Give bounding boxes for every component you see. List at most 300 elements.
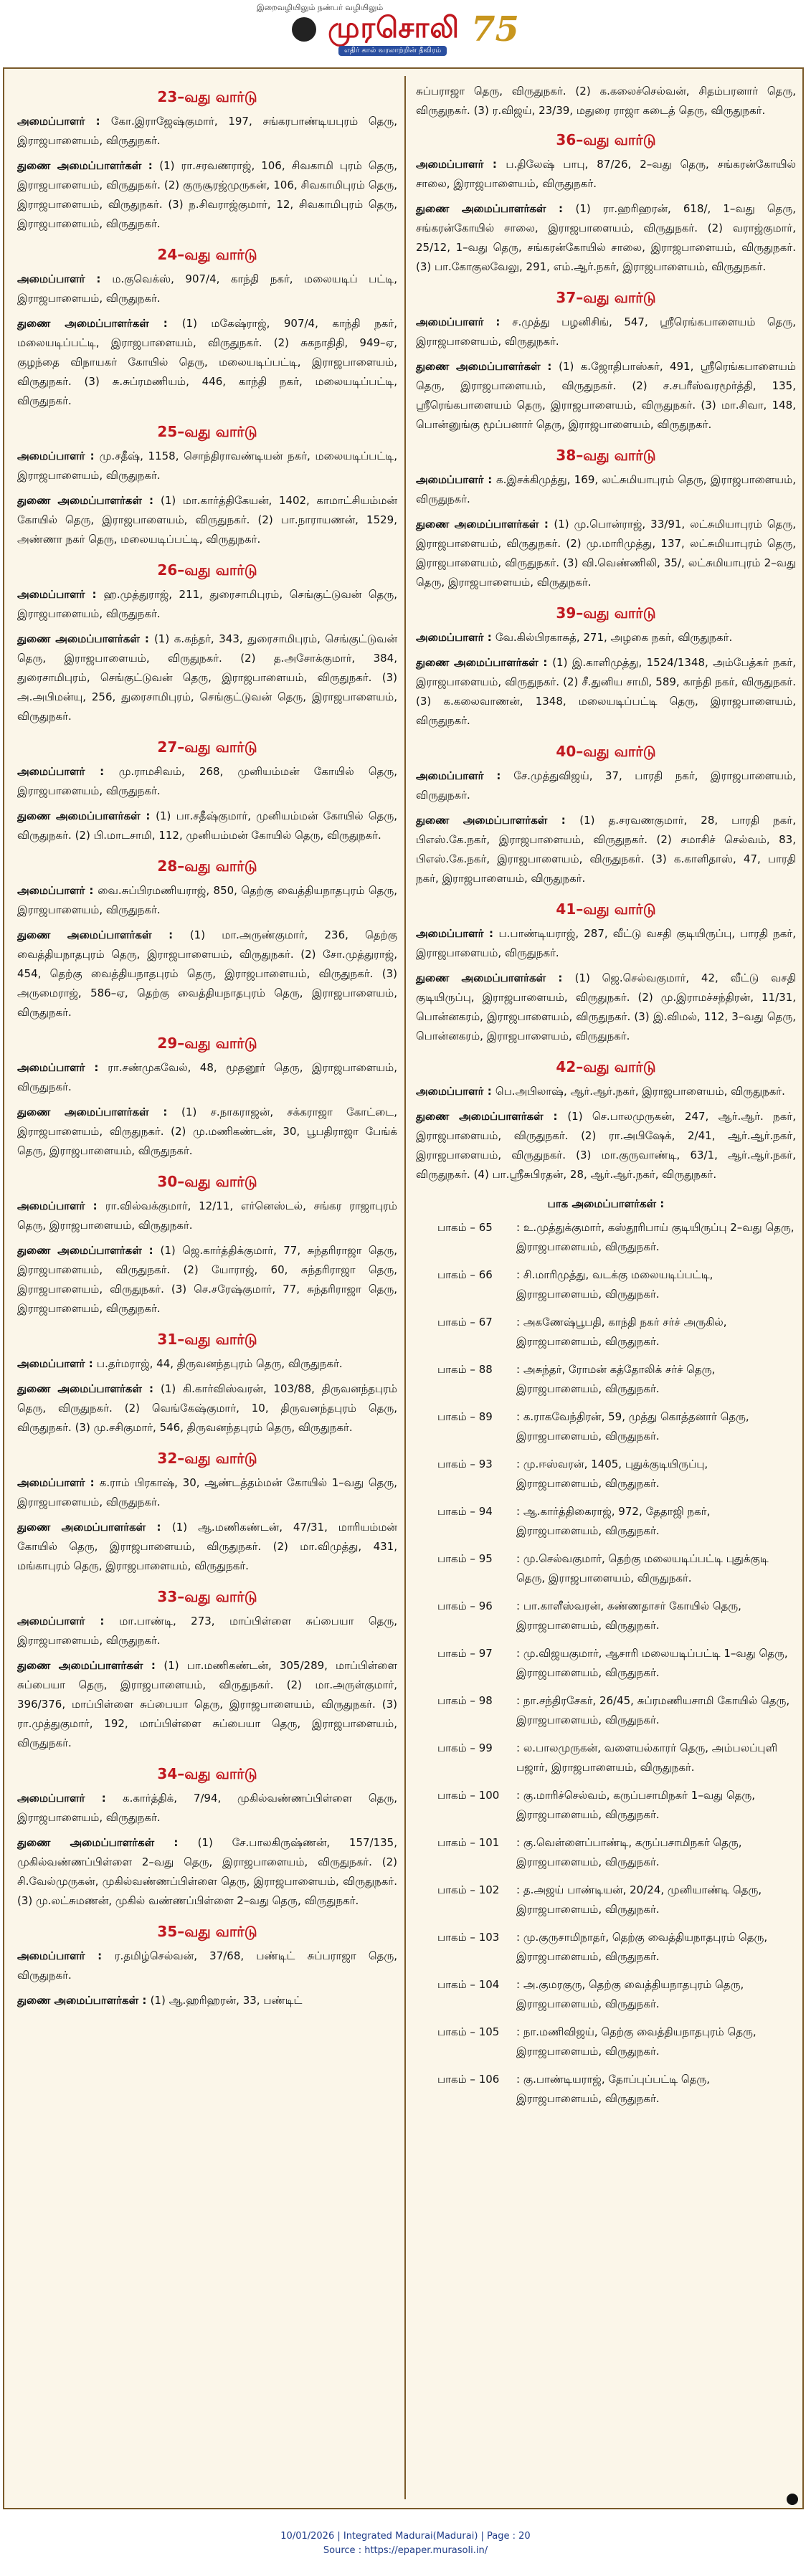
paga-number — [416, 1265, 516, 1304]
ward-number: 29 — [157, 1035, 178, 1052]
ward-organiser — [17, 1354, 397, 1374]
paga-num-value: 104 — [478, 1978, 500, 1991]
paga-row — [416, 1928, 796, 1967]
ward-deputies — [17, 1103, 397, 1161]
paga-number — [416, 1975, 516, 2014]
ward-number: 24 — [157, 246, 178, 263]
ward-title — [17, 244, 397, 265]
organiser-text: மு.சதீஷ், 1158, சொந்திராவண்டியன் நகர், மலையடிப்பட்டி, இராஜபாளையம், விருதுநகர். — [17, 450, 397, 482]
ward-block — [17, 559, 397, 726]
ward-title — [416, 741, 796, 762]
masthead-subtitle: எதிர் கால் வரலாற்றின் தீவிரம் — [338, 46, 447, 56]
ward-organiser — [416, 313, 796, 351]
ward-number: 28 — [157, 857, 178, 875]
organiser-text: ப.திலேஷ் பாபு, 87/26, 2–வது தெரு, சங்கரன்கோயில் சாலை, இராஜபாளையம், விருதுநகர். — [416, 158, 796, 190]
ward-deputies — [17, 1991, 397, 2010]
paga-number — [416, 1549, 516, 1588]
ward-title — [17, 1171, 397, 1192]
ward-number: 36 — [556, 131, 577, 148]
paga-row — [416, 1597, 796, 1635]
paga-num-value: 99 — [478, 1741, 493, 1754]
paga-num-value: 106 — [478, 2073, 500, 2086]
paga-row — [416, 2070, 796, 2109]
paga-prefix: பாகம் – — [437, 1363, 479, 1376]
ward-block — [17, 1032, 397, 1161]
ward-title — [416, 602, 796, 624]
ward-suffix: –வது வார்டு — [177, 1173, 257, 1190]
organiser-text: சே.முத்துவிஜய், 37, பாரதி நகர், இராஜபாளையம், விருதுநகர். — [416, 769, 796, 802]
deputies-text: (1) க.கந்தர், 343, துரைசாமிபுரம், செங்குட்டுவன் தெரு, இராஜபாளையம், விருதுநகர். (2) த.அசோக்குமார், 384, துரைசாமிபுரம், செங்குட்டுவன் தெரு, இராஜபாளையம், விருதுநகர். (3) அ.அபிமன்யு, 256, துரைசாமிபுரம், செங்குட்டுவன் தெரு, இராஜபாளையம், விருதுநகர். — [17, 632, 397, 723]
paga-row — [416, 1313, 796, 1351]
ward-number: 38 — [556, 447, 577, 464]
organiser-label: அமைப்பாளர் : — [416, 473, 497, 486]
ward-number: 39 — [556, 604, 577, 622]
paga-num-value: 101 — [478, 1836, 500, 1849]
organiser-label: அமைப்பாளர் : — [17, 765, 119, 778]
paga-num-value: 94 — [478, 1505, 493, 1518]
ward-number: 41 — [556, 900, 577, 918]
deputies-text: (1) பா.மணிகண்டன், 305/289, மாப்பிள்ளை சுப்பையா தெரு, இராஜபாளையம், விருதுநகர். (2) மா.அருள்குமார், 396/376, மாப்பிள்ளை சுப்பையா தெரு, இராஜபாளையம், விருதுநகர். (3) ரா.முத்துகுமார், 192, மாப்பிள்ளை சுப்பையா தெரு, இராஜபாளையம், விருதுநகர். — [17, 1659, 397, 1749]
ward-title — [17, 1586, 397, 1607]
ward-deputies — [17, 1833, 397, 1911]
organiser-label: அமைப்பாளர் : — [17, 1949, 115, 1962]
deputies-label: துணை அமைப்பாளர்கள் : — [17, 1836, 198, 1849]
paga-number — [416, 1502, 516, 1541]
paga-text: : ஆ.கார்த்திகைராஜ், 972, தேதாஜி நகர், இராஜபாளையம், விருதுநகர். — [516, 1505, 711, 1537]
organiser-label: அமைப்பாளர் : — [416, 631, 495, 644]
ward-deputies — [416, 653, 796, 731]
organiser-label: அமைப்பாளர் : — [416, 158, 506, 171]
ward-block — [416, 1056, 796, 1184]
deputies-text: (1) ரா.சரவணராஜ், 106, சிவகாமி புரம் தெரு, இராஜபாளையம், விருதுநகர். (2) குருசூரஜ்முருகன், 106, சிவகாமிபுரம் தெரு, இராஜபாளையம், விருதுநகர். (3) ந.சிவராஜ்குமார், 12, சிவகாமிபுரம் தெரு, இராஜபாளையம், விருதுநகர். — [17, 159, 397, 230]
ward-number: 23 — [157, 88, 178, 105]
deputies-label: துணை அமைப்பாளர்கள் : — [416, 360, 559, 373]
ward-suffix: –வது வார்டு — [576, 289, 656, 306]
paga-text: : சி.மாரிமுத்து, வடக்கு மலையடிப்பட்டி, இராஜபாளையம், விருதுநகர். — [516, 1268, 713, 1301]
paga-text: : மு.விஜயகுமார், ஆசாரி மலையடிப்பட்டி 1–வது தெரு, இராஜபாளையம், விருதுநகர். — [516, 1647, 788, 1679]
ward-title — [416, 1056, 796, 1078]
paga-number — [416, 1739, 516, 1777]
ward-organiser — [17, 1947, 397, 1985]
ward-block — [17, 1171, 397, 1318]
newspaper-logo: முரசொலி — [328, 11, 460, 44]
ward-suffix: –வது வார்டு — [177, 88, 257, 105]
paga-num-value: 96 — [478, 1600, 493, 1612]
organiser-label: அமைப்பாளர் : — [17, 1792, 123, 1805]
paga-prefix: பாகம் – — [437, 1741, 479, 1754]
ward-number: 27 — [157, 738, 178, 756]
ward-block — [17, 1586, 397, 1753]
deputies-text: (1) ஆ.மணிகண்டன், 47/31, மாரியம்மன் கோயில் தெரு, இராஜபாளையம், விருதுநகர். (2) மா.விமுத்து, 431, மங்காபுரம் தெரு, இராஜபாளையம், விருதுநகர். — [17, 1521, 397, 1572]
organiser-text: பெ.அபிலாஷ், ஆர்.ஆர்.நகர், இராஜபாளையம், விருதுநகர். — [495, 1085, 785, 1098]
paga-prefix: பாகம் – — [437, 1694, 479, 1707]
paga-prefix: பாகம் – — [437, 1978, 479, 1991]
organiser-label: அமைப்பாளர் : — [17, 272, 113, 285]
organiser-label: அமைப்பாளர் : — [17, 115, 111, 128]
organiser-label: அமைப்பாளர் : — [17, 1357, 97, 1370]
paga-num-value: 97 — [478, 1647, 493, 1660]
deputies-label: துணை அமைப்பாளர்கள் : — [416, 518, 554, 531]
deputies-label: துணை அமைப்பாளர்கள் : — [17, 1106, 182, 1118]
deputies-label: துணை அமைப்பாளர்கள் : — [17, 317, 182, 330]
paga-num-value: 105 — [478, 2025, 500, 2038]
organiser-text: ப.தர்மராஜ், 44, திருவனந்தபுரம் தெரு, விருதுநகர். — [96, 1357, 343, 1370]
ward-deputies — [416, 515, 796, 592]
ward-organiser — [17, 1789, 397, 1828]
masthead-tagline: இறைவழியிலும் நண்பர் வழியிலும் — [257, 3, 384, 12]
paga-prefix: பாகம் – — [437, 1505, 479, 1518]
ward-suffix: –வது வார்டு — [177, 857, 257, 875]
ward-organiser — [416, 155, 796, 194]
ward-title — [17, 855, 397, 877]
ward-title — [17, 1763, 397, 1784]
paga-row — [416, 1833, 796, 1872]
column-divider — [404, 76, 406, 2499]
ward-block — [17, 421, 397, 549]
ward-title — [17, 559, 397, 581]
deputies-label: துணை அமைப்பாளர்கள் : — [17, 1994, 151, 2007]
organiser-text: ரா.வில்வக்குமார், 12/11, எர்னெஸ்டல், சங்கர ராஜாபுரம் தெரு, இராஜபாளையம், விருதுநகர். — [17, 1199, 397, 1232]
ward-title — [416, 898, 796, 920]
ward-title — [17, 1032, 397, 1054]
ward-suffix: –வது வார்டு — [177, 1923, 257, 1940]
deputies-text: (1) சே.பாலகிருஷ்ணன், 157/135, முகில்வண்ணப்பிள்ளை 2–வது தெரு, இராஜபாளையம், விருதுநகர். (2) சி.வேல்முருகன், முகில்வண்ணப்பிள்ளை தெரு, இராஜபாளையம், விருதுநகர். (3) மு.லட்சுமணன், முகில் வண்ணப்பிள்ளை 2–வது தெரு, விருதுநகர். — [17, 1836, 397, 1907]
paga-prefix: பாகம் – — [437, 1316, 479, 1329]
paga-number — [416, 2023, 516, 2061]
ward-organiser — [17, 1058, 397, 1097]
ward-number: 35 — [157, 1923, 178, 1940]
deputies-text: (1) மா.அருண்குமார், 236, தெற்கு வைத்தியநாதபுரம் தெரு, இராஜபாளையம், விருதுநகர். (2) சோ.முத்துராஜ், 454, தெற்கு வைத்தியநாதபுரம் தெரு, இராஜபாளையம், விருதுநகர். (3) அருமைராஜ், 586–ஏ, தெற்கு வைத்தியநாதபுரம் தெரு, இராஜபாளையம், விருதுநகர். — [17, 928, 397, 1019]
organiser-text: க.ராம் பிரகாஷ், 30, ஆண்டத்தம்மன் கோயில் 1–வது தெரு, இராஜபாளையம், விருதுநகர். — [17, 1476, 397, 1508]
ward-suffix: –வது வார்டு — [576, 604, 656, 622]
ward-organiser — [17, 1473, 397, 1512]
ward-block — [17, 1921, 397, 2010]
paga-prefix: பாகம் – — [437, 1410, 479, 1423]
paga-prefix: பாகம் – — [437, 1883, 479, 1896]
paga-heading: பாக அமைப்பாளர்கள் : — [547, 1197, 665, 1210]
ward-number: 37 — [556, 289, 577, 306]
ward-block — [17, 1329, 397, 1437]
ward-block — [17, 736, 397, 845]
paga-num-value: 88 — [478, 1363, 493, 1376]
ward-suffix: –வது வார்டு — [576, 447, 656, 464]
paga-prefix: பாகம் – — [437, 1836, 479, 1849]
footer-edition-info: 10/01/2026 | Integrated Madurai(Madurai) | Page : 20 — [280, 2531, 531, 2542]
ward-block — [416, 602, 796, 731]
ward-number: 33 — [157, 1588, 178, 1605]
paga-num-value: 93 — [478, 1458, 493, 1470]
ward-block — [17, 244, 397, 411]
paga-row — [416, 1265, 796, 1304]
ward-suffix: –வது வார்டு — [576, 900, 656, 918]
organiser-text: க.இசக்கிமுத்து, 169, லட்சுமியாபுரம் தெரு, இராஜபாளையம், விருதுநகர். — [416, 473, 796, 505]
ward-organiser — [17, 1197, 397, 1235]
paga-prefix: பாகம் – — [437, 2025, 479, 2038]
organiser-label: அமைப்பாளர் : — [17, 1615, 120, 1627]
deputies-text: (1) செ.பாலமுருகன், 247, ஆர்.ஆர். நகர், இராஜபாளையம், விருதுநகர். (2) ரா.அபிஷேக், 2/41, ஆர்.ஆர்.நகர், இராஜபாளையம், விருதுநகர். (3) மா.குருவாண்டி, 63/1, ஆர்.ஆர்.நகர், விருதுநகர். (4) பா.ஸ்ரீசுபிரதன், 28, ஆர்.ஆர்.நகர், விருதுநகர். — [416, 1110, 796, 1181]
ward-deputies — [416, 811, 796, 888]
right-ward-list — [416, 129, 796, 1184]
page-footer — [0, 2529, 811, 2558]
deputies-text: (1) ஜெ.செல்வகுமார், 42, வீட்டு வசதி குடியிருப்பு, இராஜபாளையம், விருதுநகர். (2) மு.இராமச்சந்திரன், 11/31, பொன்னகரம், இராஜபாளையம், விருதுநகர். (3) இ.விமல், 112, 3–வது தெரு, பொன்னகரம், இராஜபாளையம், விருதுநகர். — [416, 971, 796, 1042]
organiser-text: ர.தமிழ்செல்வன், 37/68, பண்டிட் சுப்பராஜா தெரு, விருதுநகர். — [17, 1949, 397, 1982]
ward-organiser — [416, 924, 796, 963]
paga-prefix: பாகம் – — [437, 1789, 479, 1802]
ward-number: 30 — [157, 1173, 178, 1190]
paga-num-value: 103 — [478, 1931, 500, 1944]
paga-text: : கு.பாண்டியராஜ், தோப்புப்பட்டி தெரு, இராஜபாளையம், விருதுநகர். — [516, 2073, 711, 2105]
paga-num-value: 89 — [478, 1410, 493, 1423]
deputies-text: (1) க.ஜோதிபாஸ்கர், 491, ஸ்ரீரெங்கபாளையம் தெரு, இராஜபாளையம், விருதுநகர். (2) ச.சபரீஸ்வரமூர்த்தி, 135, ஸ்ரீரெங்கபாளையம் தெரு, இராஜபாளையம், விருதுநகர். (3) மா.சிவா, 148, பொன்னுங்கு மூப்பனார் தெரு, இராஜபாளையம், விருதுநகர். — [416, 360, 796, 431]
ward-block — [17, 1448, 397, 1576]
ward-block — [416, 898, 796, 1046]
paga-row — [416, 1786, 796, 1825]
paga-text: : உ.முத்துக்குமார், கஸ்தூரிபாய் குடியிருப்பு 2–வது தெரு, இராஜபாளையம், விருதுநகர். — [516, 1221, 795, 1253]
deputies-label: துணை அமைப்பாளர்கள் : — [17, 928, 190, 941]
ward-deputies — [416, 1107, 796, 1184]
masthead — [0, 0, 811, 59]
paga-list — [416, 1218, 796, 2109]
deputies-label: துணை அமைப்பாளர்கள் : — [17, 1659, 164, 1672]
deputies-label: துணை அமைப்பாளர்கள் : — [17, 632, 154, 645]
deputies-text: (1) மகேஷ்ராஜ், 907/4, காந்தி நகர், மலையடிப்பட்டி, இராஜபாளையம், விருதுநகர். (2) சுகநாதிதி, 949–ஏ, குழந்தை விநாயகர் கோயில் தெரு, மலையடிப்பட்டி, இராஜபாளையம், விருதுநகர். (3) சு.சுப்ரமணியம், 446, காந்தி நகர், மலையடிப்பட்டி, விருதுநகர். — [17, 317, 398, 407]
organiser-text: ரா.சண்முகவேல், 48, மூதனூர் தெரு, இராஜபாளையம், விருதுநகர். — [17, 1061, 397, 1093]
paga-prefix: பாகம் – — [437, 2073, 479, 2086]
ward-block — [416, 445, 796, 592]
deputies-text: (1) ரா.ஹரிஹரன், 618/, 1–வது தெரு, சங்கரன்கோயில் சாலை, இராஜபாளையம், விருதுநகர். (2) வராஜ்குமார், 25/12, 1–வது தெரு, சங்கரன்கோயில் சாலை, இராஜபாளையம், விருதுநகர். (3) பா.கோகுலவேலு, 291, எம்.ஆர்.நகர், இராஜபாளையம், விருதுநகர். — [416, 202, 796, 273]
paga-text: : அகணேஷ்பூபதி, காந்தி நகர் சர்ச் அருகில், இராஜபாளையம், விருதுநகர். — [516, 1316, 727, 1348]
anniversary-badge: 75 — [471, 9, 519, 49]
ward-organiser — [17, 762, 397, 801]
paga-text: : கு.வெள்ளைப்பாண்டி, கருப்பசாமிநகர் தெரு, இராஜபாளையம், விருதுநகர். — [516, 1836, 742, 1868]
organiser-text: ப.பாண்டியராஜ், 287, வீட்டு வசதி குடியிருப்பு, பாரதி நகர், இராஜபாளையம், விருதுநகர். — [416, 927, 796, 959]
organiser-text: க.கார்த்திக், 7/94, முகில்வண்ணப்பிள்ளை தெரு, இராஜபாளையம், விருதுநகர். — [17, 1792, 397, 1824]
paga-row — [416, 1975, 796, 2014]
deputies-label: துணை அமைப்பாளர்கள் : — [17, 1244, 161, 1257]
ward-suffix: –வது வார்டு — [177, 1331, 257, 1348]
deputies-label: துணை அமைப்பாளர்கள் : — [416, 971, 575, 984]
ward-deputies — [416, 199, 796, 277]
paga-number — [416, 1597, 516, 1635]
ward-organiser — [416, 766, 796, 805]
organiser-text: வே.கில்பிரகாசுத், 271, அழகை நகர், விருதுநகர். — [495, 631, 733, 644]
ward-deputies — [17, 491, 397, 549]
party-emblem-icon — [292, 17, 316, 42]
organiser-text: ம.குவெக்ஸ், 907/4, காந்தி நகர், மலையடிப் பட்டி, இராஜபாளையம், விருதுநகர். — [17, 272, 397, 305]
ward-title — [416, 129, 796, 151]
ward-organiser — [17, 270, 397, 308]
organiser-label: அமைப்பாளர் : — [17, 1199, 105, 1212]
ward-block — [416, 741, 796, 888]
ward-suffix: –வது வார்டு — [576, 131, 656, 148]
ward-organiser — [416, 628, 796, 647]
ward-suffix: –வது வார்டு — [177, 1035, 257, 1052]
deputies-label: துணை அமைப்பாளர்கள் : — [416, 1110, 568, 1123]
paga-number — [416, 1833, 516, 1872]
paga-num-value: 100 — [478, 1789, 500, 1802]
deputies-label: துணை அமைப்பாளர்கள் : — [17, 159, 160, 172]
ward-title — [17, 86, 397, 108]
paga-prefix: பாகம் – — [437, 1221, 479, 1234]
paga-text: : மு.குருசாமிநாதர், தெற்கு வைத்தியநாதபுரம் தெரு, இராஜபாளையம், விருதுநகர். — [516, 1931, 768, 1963]
paga-text: : மு.செல்வகுமார், தெற்கு மலையடிப்பட்டி புதுக்குடி தெரு, இராஜபாளையம், விருதுநகர். — [516, 1552, 769, 1584]
paga-row — [416, 1644, 796, 1683]
ward-block — [17, 1763, 397, 1911]
page-corner-icon — [787, 2494, 798, 2505]
paga-number — [416, 1360, 516, 1399]
ward-number: 25 — [157, 423, 178, 440]
paga-row — [416, 1691, 796, 1730]
ward-deputies — [17, 629, 397, 726]
organiser-label: அமைப்பாளர் : — [17, 1061, 108, 1074]
paga-num-value: 102 — [478, 1883, 500, 1896]
ward-title — [17, 1921, 397, 1942]
left-column — [17, 82, 397, 2020]
paga-number — [416, 1407, 516, 1446]
paga-prefix: பாகம் – — [437, 1600, 479, 1612]
right-column — [416, 82, 796, 2117]
ward-suffix: –வது வார்டு — [177, 423, 257, 440]
paga-prefix: பாகம் – — [437, 1931, 479, 1944]
deputies-text: (1) பா.சதீஷ்குமார், முனியம்மன் கோயில் தெரு, விருதுநகர். (2) பி.மாடசாமி, 112, முனியம்மன் கோயில் தெரு, விருதுநகர். — [17, 809, 397, 842]
paga-number — [416, 1313, 516, 1351]
deputies-text: (1) ஆ.ஹரிஹரன், 33, பண்டிட் — [150, 1994, 303, 2007]
organiser-label: அமைப்பாளர் : — [416, 927, 499, 940]
organiser-label: அமைப்பாளர் : — [416, 315, 513, 328]
ward-title — [17, 421, 397, 442]
paga-prefix: பாகம் – — [437, 1268, 479, 1281]
organiser-label: அமைப்பாளர் : — [416, 1085, 495, 1098]
paga-number — [416, 1928, 516, 1967]
paga-row — [416, 1360, 796, 1399]
ward-suffix: –வது வார்டு — [177, 246, 257, 263]
paga-row — [416, 1881, 796, 1919]
paga-row — [416, 1549, 796, 1588]
ward-deputies — [17, 926, 397, 1022]
ward-organiser — [17, 447, 397, 485]
paga-row — [416, 1407, 796, 1446]
organiser-label: அமைப்பாளர் : — [17, 450, 100, 462]
paga-number — [416, 1455, 516, 1493]
ward-suffix: –வது வார்டு — [177, 1588, 257, 1605]
paga-num-value: 95 — [478, 1552, 493, 1565]
deputies-label: துணை அமைப்பாளர்கள் : — [416, 814, 580, 827]
ward-organiser — [17, 585, 397, 624]
ward-organiser — [416, 470, 796, 509]
ward-organiser — [416, 1082, 796, 1101]
paga-number — [416, 1881, 516, 1919]
paga-number — [416, 1786, 516, 1825]
paga-number — [416, 1218, 516, 1257]
ward-suffix: –வது வார்டு — [177, 738, 257, 756]
paga-text: : அசுந்தர், ரோமன் கத்தோலிக் சர்ச் தெரு, இராஜபாளையம், விருதுநகர். — [516, 1363, 716, 1395]
deputies-label: துணை அமைப்பாளர்கள் : — [17, 1521, 172, 1534]
paga-prefix: பாகம் – — [437, 1647, 479, 1660]
ward-block — [416, 287, 796, 434]
paga-text: : ல.பாலமுருகன், வளையல்காரர் தெரு, அம்பலப்புளி பஜார், இராஜபாளையம், விருதுநகர். — [516, 1741, 778, 1774]
paga-number — [416, 2070, 516, 2109]
footer-source-link[interactable]: Source : https://epaper.murasoli.in/ — [323, 2545, 488, 2556]
ward-organiser — [17, 112, 397, 151]
deputies-label: துணை அமைப்பாளர்கள் : — [17, 809, 156, 822]
paga-text: : அ.குமரகுரு, தெற்கு வைத்தியநாதபுரம் தெரு, இராஜபாளையம், விருதுநகர். — [516, 1978, 744, 2010]
paga-text: : நா.மணிவிஜய், தெற்கு வைத்தியநாதபுரம் தெரு, இராஜபாளையம், விருதுநகர். — [516, 2025, 757, 2058]
ward-deputies — [17, 1518, 397, 1576]
ward-organiser — [17, 881, 397, 920]
ward-deputies — [17, 1241, 397, 1318]
ward-deputies — [17, 807, 397, 845]
ward-block — [416, 129, 796, 277]
organiser-text: மா.பாண்டி, 273, மாப்பிள்ளை சுப்பையா தெரு, இராஜபாளையம், விருதுநகர். — [17, 1615, 397, 1647]
ward-deputies — [416, 357, 796, 434]
deputies-text: (1) ச.நாகராஜன், சக்கராஜா கோட்டை, இராஜபாளையம், விருதுநகர். (2) மு.மணிகண்டன், 30, பூபதிராஜா பேங்க் தெரு, இராஜபாளையம், விருதுநகர். — [17, 1106, 397, 1157]
ward-deputies — [17, 1656, 397, 1753]
ward-35-continuation: சுப்பராஜா தெரு, விருதுநகர். (2) க.கலைச்செல்வன், சிதம்பரனார் தெரு, விருதுநகர். (3) ர.விஜய், 23/39, மதுரை ராஜா கடைத் தெரு, விருதுநகர். — [416, 85, 796, 117]
deputies-text: (1) இ.காளிமுத்து, 1524/1348, அம்பேத்கர் நகர், இராஜபாளையம், விருதுநகர். (2) சீ.துனிய சாமி, 589, காந்தி நகர், விருதுநகர். (3) க.கலைவாணன், 1348, மலையடிப்பட்டி தெரு, இராஜபாளையம், விருதுநகர். — [416, 656, 796, 727]
ward-number: 40 — [556, 743, 577, 760]
organiser-text: ச.முத்து பழனிசிங், 547, ஸ்ரீரெங்கபாளையம் தெரு, இராஜபாளையம், விருதுநகர். — [416, 315, 796, 348]
deputies-label: துணை அமைப்பாளர்கள் : — [416, 656, 553, 669]
paga-text: : க.ராகவேந்திரன், 59, முத்து கொத்தனார் தெரு, இராஜபாளையம், விருதுநகர். — [516, 1410, 749, 1443]
ward-block — [17, 855, 397, 1022]
ward-suffix: –வது வார்டு — [576, 743, 656, 760]
ward-suffix: –வது வார்டு — [576, 1058, 656, 1075]
ward-number: 31 — [157, 1331, 178, 1348]
ward-number: 42 — [556, 1058, 577, 1075]
paga-row — [416, 1502, 796, 1541]
paga-prefix: பாகம் – — [437, 1552, 479, 1565]
deputies-label: துணை அமைப்பாளர்கள் : — [416, 202, 576, 215]
paga-num-value: 65 — [478, 1221, 493, 1234]
ward-organiser — [17, 1612, 397, 1650]
ward-number: 32 — [157, 1450, 178, 1467]
paga-num-value: 67 — [478, 1316, 493, 1329]
paga-text: : பா.காளீஸ்வரன், கண்ணதாசர் கோயில் தெரு, இராஜபாளையம், விருதுநகர். — [516, 1600, 741, 1632]
paga-text: : மு.ஈஸ்வரன், 1405, புதுக்குடியிருப்பு, இராஜபாளையம், விருதுநகர். — [516, 1458, 708, 1490]
organiser-text: மு.ராமசிவம், 268, முனியம்மன் கோயில் தெரு, இராஜபாளையம், விருதுநகர். — [17, 765, 397, 797]
paga-num-value: 66 — [478, 1268, 493, 1281]
paga-row — [416, 2023, 796, 2061]
ward-deputies — [17, 314, 397, 411]
organiser-label: அமைப்பாளர் : — [17, 884, 98, 897]
article-page — [3, 67, 804, 2509]
ward-suffix: –வது வார்டு — [177, 1450, 257, 1467]
paga-number — [416, 1691, 516, 1730]
paga-row — [416, 1739, 796, 1777]
deputies-text: (1) மா.கார்த்திகேயன், 1402, காமாட்சியம்மன் கோயில் தெரு, இராஜபாளையம், விருதுநகர். (2) பா.நாராயணன், 1529, அண்ணா நகர் தெரு, மலையடிப்பட்டி, விருதுநகர். — [17, 494, 397, 546]
paga-text: : நா.சந்திரசேகர், 26/45, சுப்ரமணியசாமி கோயில் தெரு, இராஜபாளையம், விருதுநகர். — [516, 1694, 790, 1726]
paga-row — [416, 1218, 796, 1257]
deputies-text: (1) கி.கார்விஸ்வரன், 103/88, திருவனந்தபுரம் தெரு, விருதுநகர். (2) வெங்கேஷ்குமார், 10, திருவனந்தபுரம் தெரு, விருதுநகர். (3) மு.சசிகுமார், 546, திருவனந்தபுரம் தெரு, விருதுநகர். — [17, 1382, 397, 1434]
organiser-text: வை.சுப்பிரமணியராஜ், 850, தெற்கு வைத்தியநாதபுரம் தெரு, இராஜபாளையம், விருதுநகர். — [17, 884, 397, 916]
organiser-label: அமைப்பாளர் : — [17, 1476, 100, 1489]
paga-text: : கு.மாரிச்செல்வம், கருப்பசாமிநகர் 1–வது தெரு, இராஜபாளையம், விருதுநகர். — [516, 1789, 756, 1821]
ward-title — [416, 445, 796, 466]
paga-text: : த.அஜய் பாண்டியன், 20/24, முனியாண்டி தெரு, இராஜபாளையம், விருதுநகர். — [516, 1883, 762, 1916]
ward-title — [17, 736, 397, 758]
ward-title — [17, 1448, 397, 1469]
paga-number — [416, 1644, 516, 1683]
paga-prefix: பாகம் – — [437, 1458, 479, 1470]
ward-deputies — [17, 156, 397, 234]
deputies-label: துணை அமைப்பாளர்கள் : — [17, 1382, 161, 1395]
deputies-text: (1) ஜெ.கார்த்திக்குமார், 77, சுந்தரிராஜா தெரு, இராஜபாளையம், விருதுநகர். (2) யோராஜ், 60, சுந்தரிராஜா தெரு, இராஜபாளையம், விருதுநகர். (3) செ.சரேஷ்குமார், 77, சுந்தரிராஜா தெரு, இராஜபாளையம், விருதுநகர். — [17, 1244, 397, 1315]
ward-deputies — [416, 969, 796, 1046]
deputies-text: (1) மு.பொன்ராஜ், 33/91, லட்சுமியாபுரம் தெரு, இராஜபாளையம், விருதுநகர். (2) மு.மாரிமுத்து, 137, லட்சுமியாபுரம் தெரு, இராஜபாளையம், விருதுநகர். (3) வி.வெண்ணிலி, 35/, லட்சுமியாபுரம் 2–வது தெரு, இராஜபாளையம், விருதுநகர். — [416, 518, 796, 589]
organiser-text: ஹ.முத்துராஜ், 211, துரைசாமிபுரம், செங்குட்டுவன் தெரு, இராஜபாளையம், விருதுநகர். — [17, 588, 397, 620]
ward-suffix: –வது வார்டு — [177, 1765, 257, 1782]
organiser-label: அமைப்பாளர் : — [416, 769, 514, 782]
